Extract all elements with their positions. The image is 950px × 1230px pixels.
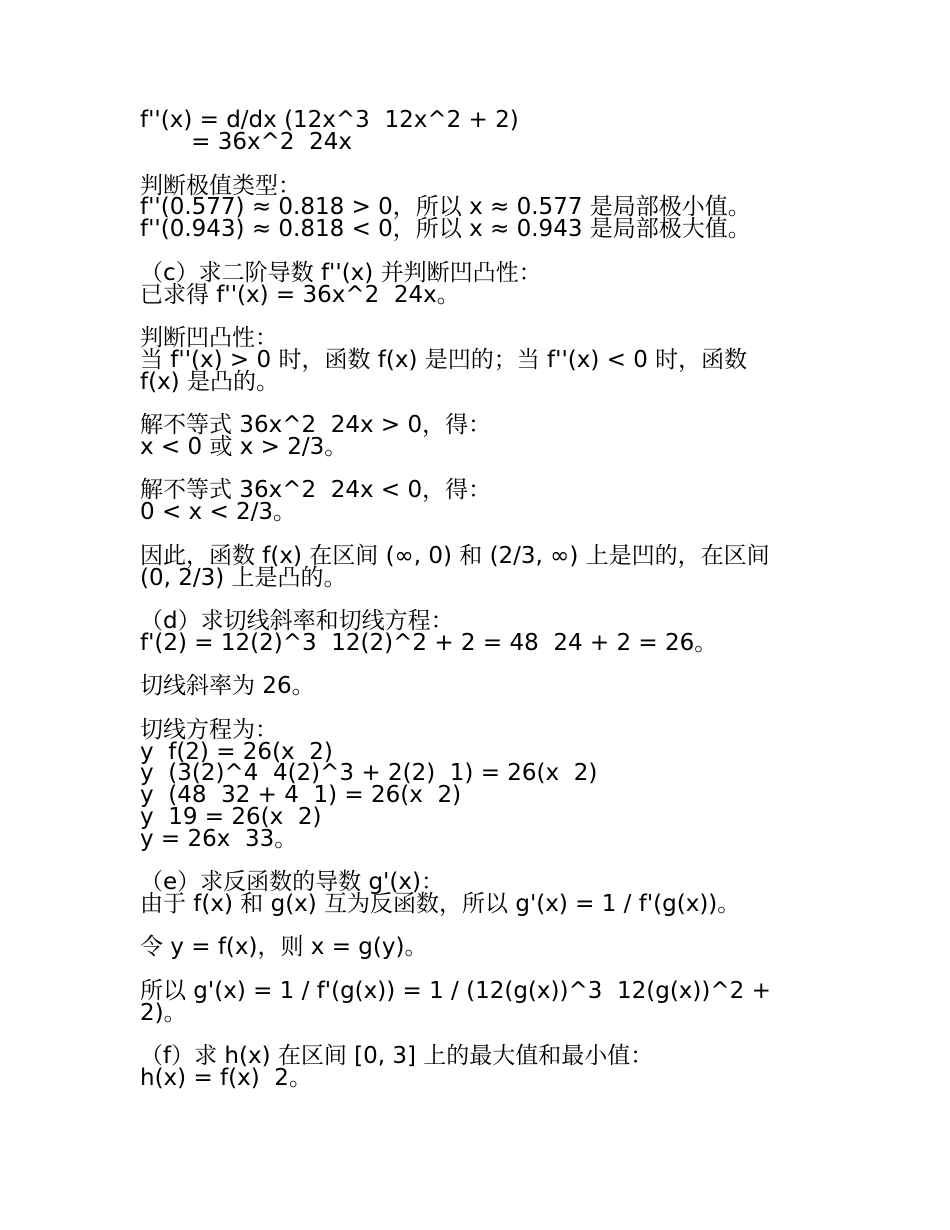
text-line: 解不等式 36x^2 24x > 0，得： [140,412,492,438]
text-line: 切线斜率为 26。 [140,673,315,699]
text-line: y (48 32 + 4 1) = 26(x 2) [140,782,462,808]
section-heading: （c）求二阶导数 f''(x) 并判断凹凸性： [140,260,542,286]
text-line: 解不等式 36x^2 24x < 0，得： [140,477,492,503]
text-line: f(x) 是凸的。 [140,369,279,395]
text-line: 判断极值类型： [140,173,301,199]
section-heading: （e）求反函数的导数 g'(x)： [140,869,444,895]
text-line: y 19 = 26(x 2) [140,804,322,830]
text-line: 0 < x < 2/3。 [140,499,297,525]
text-line: f''(0.943) ≈ 0.818 < 0，所以 x ≈ 0.943 是局部极大值。 [140,216,751,242]
text-line: f''(0.577) ≈ 0.818 > 0，所以 x ≈ 0.577 是局部极小值。 [140,194,751,220]
text-line: 判断凹凸性： [140,325,278,351]
text-line: 已求得 f''(x) = 36x^2 24x。 [140,282,460,308]
text-line: 所以 g'(x) = 1 / f'(g(x)) = 1 / (12(g(x))^3 12(g(x))^2 + [140,978,771,1004]
text-line: y f(2) = 26(x 2) [140,739,333,765]
text-line: h(x) = f(x) 2。 [140,1065,312,1091]
text-line: (0, 2/3) 上是凸的。 [140,565,347,591]
text-line: y = 26x 33。 [140,826,298,852]
text-line: x < 0 或 x > 2/3。 [140,434,348,460]
text-line: 2)。 [140,1000,187,1026]
text-line: 由于 f(x) 和 g(x) 互为反函数，所以 g'(x) = 1 / f'(g(x))。 [140,891,741,917]
text-line: 切线方程为： [140,717,278,743]
text-line: 因此，函数 f(x) 在区间 (∞, 0) 和 (2/3, ∞) 上是凹的，在区间 [140,543,770,569]
text-line: = 36x^2 24x [140,129,353,155]
text-line: 当 f''(x) > 0 时，函数 f(x) 是凹的；当 f''(x) < 0 时，函数 [140,347,748,373]
section-heading: （f）求 h(x) 在区间 [0, 3] 上的最大值和最小值： [140,1043,654,1069]
text-line: f''(x) = d/dx (12x^3 12x^2 + 2) [140,107,519,133]
text-line: 令 y = f(x)，则 x = g(y)。 [140,934,428,960]
section-heading: （d）求切线斜率和切线方程： [140,608,454,634]
text-line: y (3(2)^4 4(2)^3 + 2(2) 1) = 26(x 2) [140,760,598,786]
text-line: f'(2) = 12(2)^3 12(2)^2 + 2 = 48 24 + 2 = 26。 [140,630,718,656]
